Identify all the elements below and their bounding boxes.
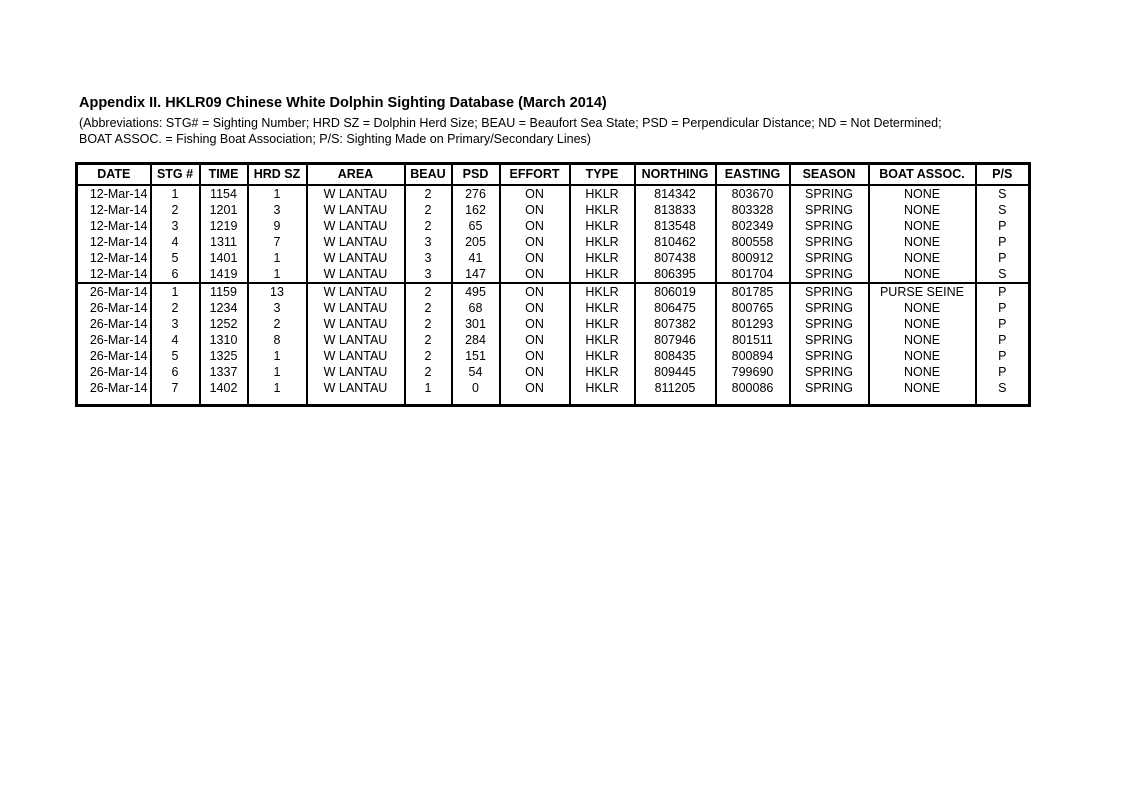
table-row (77, 283, 1030, 300)
header-stg: STG # (151, 164, 200, 186)
cell-easting: 800558 (716, 234, 790, 250)
cell-hrd-sz: 3 (248, 300, 307, 316)
cell-stg: 6 (151, 364, 200, 380)
cell-easting: 803328 (716, 202, 790, 218)
cell-season: SPRING (790, 300, 869, 316)
table-row (77, 185, 1030, 202)
cell-stg: 3 (151, 316, 200, 332)
cell-ps: P (976, 332, 1030, 348)
document-title: Appendix II. HKLR09 Chinese White Dolphin Sighting Database (March 2014) (79, 95, 607, 111)
cell-northing: 807438 (635, 250, 716, 266)
header-northing: NORTHING (635, 164, 716, 186)
cell-ps: P (976, 218, 1030, 234)
table-header-row (77, 164, 1030, 186)
cell-psd: 495 (452, 283, 500, 300)
cell-beau: 2 (405, 218, 452, 234)
cell-stg: 5 (151, 348, 200, 364)
cell-beau: 2 (405, 283, 452, 300)
cell-time: 1311 (200, 234, 248, 250)
cell-area: W LANTAU (307, 348, 405, 364)
cell-hrd-sz: 9 (248, 218, 307, 234)
cell-northing: 808435 (635, 348, 716, 364)
cell-hrd-sz: 8 (248, 332, 307, 348)
cell-boat-assoc: PURSE SEINE (869, 283, 976, 300)
cell-type: HKLR (570, 332, 635, 348)
cell-ps: S (976, 202, 1030, 218)
cell-season: SPRING (790, 332, 869, 348)
cell-type: HKLR (570, 202, 635, 218)
cell-effort: ON (500, 234, 570, 250)
cell-area: W LANTAU (307, 380, 405, 406)
cell-hrd-sz: 3 (248, 202, 307, 218)
header-hrd-sz: HRD SZ (248, 164, 307, 186)
cell-hrd-sz: 1 (248, 348, 307, 364)
cell-date: 26-Mar-14 (77, 300, 151, 316)
cell-date: 12-Mar-14 (77, 234, 151, 250)
header-season: SEASON (790, 164, 869, 186)
abbreviations-line-2: BOAT ASSOC. = Fishing Boat Association; P/S: Sighting Made on Primary/Secondary Lines) (79, 132, 591, 146)
cell-psd: 162 (452, 202, 500, 218)
cell-northing: 806475 (635, 300, 716, 316)
cell-ps: S (976, 380, 1030, 406)
cell-easting: 799690 (716, 364, 790, 380)
cell-boat-assoc: NONE (869, 332, 976, 348)
cell-season: SPRING (790, 185, 869, 202)
header-easting: EASTING (716, 164, 790, 186)
cell-area: W LANTAU (307, 332, 405, 348)
cell-ps: S (976, 185, 1030, 202)
cell-easting: 800912 (716, 250, 790, 266)
cell-stg: 1 (151, 283, 200, 300)
cell-effort: ON (500, 332, 570, 348)
cell-type: HKLR (570, 218, 635, 234)
cell-beau: 2 (405, 348, 452, 364)
cell-area: W LANTAU (307, 283, 405, 300)
cell-date: 12-Mar-14 (77, 202, 151, 218)
cell-time: 1337 (200, 364, 248, 380)
table-body (77, 185, 1030, 406)
cell-date: 26-Mar-14 (77, 316, 151, 332)
cell-stg: 4 (151, 234, 200, 250)
cell-northing: 806395 (635, 266, 716, 283)
cell-boat-assoc: NONE (869, 364, 976, 380)
abbreviations-line-1: (Abbreviations: STG# = Sighting Number; HRD SZ = Dolphin Herd Size; BEAU = Beaufort Sea State; PSD = Perpendicular Distance; ND = Not Determined; (79, 116, 942, 130)
cell-hrd-sz: 13 (248, 283, 307, 300)
cell-northing: 813833 (635, 202, 716, 218)
cell-time: 1401 (200, 250, 248, 266)
cell-ps: P (976, 348, 1030, 364)
cell-date: 12-Mar-14 (77, 266, 151, 283)
cell-hrd-sz: 1 (248, 380, 307, 406)
cell-easting: 801704 (716, 266, 790, 283)
cell-northing: 806019 (635, 283, 716, 300)
header-time: TIME (200, 164, 248, 186)
cell-effort: ON (500, 364, 570, 380)
header-beau: BEAU (405, 164, 452, 186)
cell-area: W LANTAU (307, 250, 405, 266)
header-ps: P/S (976, 164, 1030, 186)
cell-type: HKLR (570, 283, 635, 300)
cell-beau: 2 (405, 332, 452, 348)
cell-hrd-sz: 1 (248, 266, 307, 283)
cell-boat-assoc: NONE (869, 380, 976, 406)
cell-northing: 810462 (635, 234, 716, 250)
cell-psd: 276 (452, 185, 500, 202)
table-row (77, 250, 1030, 266)
cell-boat-assoc: NONE (869, 348, 976, 364)
cell-easting: 801511 (716, 332, 790, 348)
cell-season: SPRING (790, 266, 869, 283)
cell-effort: ON (500, 185, 570, 202)
cell-northing: 814342 (635, 185, 716, 202)
cell-boat-assoc: NONE (869, 202, 976, 218)
cell-effort: ON (500, 283, 570, 300)
header-type: TYPE (570, 164, 635, 186)
cell-stg: 6 (151, 266, 200, 283)
cell-type: HKLR (570, 316, 635, 332)
cell-easting: 800894 (716, 348, 790, 364)
cell-type: HKLR (570, 348, 635, 364)
cell-date: 12-Mar-14 (77, 218, 151, 234)
cell-type: HKLR (570, 300, 635, 316)
cell-ps: P (976, 316, 1030, 332)
abbreviations-note (79, 115, 1039, 147)
cell-date: 26-Mar-14 (77, 364, 151, 380)
cell-easting: 800765 (716, 300, 790, 316)
sighting-table (75, 162, 1031, 407)
cell-time: 1201 (200, 202, 248, 218)
cell-date: 12-Mar-14 (77, 250, 151, 266)
cell-type: HKLR (570, 266, 635, 283)
cell-time: 1234 (200, 300, 248, 316)
cell-date: 26-Mar-14 (77, 348, 151, 364)
header-psd: PSD (452, 164, 500, 186)
cell-time: 1219 (200, 218, 248, 234)
cell-beau: 2 (405, 300, 452, 316)
cell-effort: ON (500, 266, 570, 283)
cell-area: W LANTAU (307, 185, 405, 202)
cell-psd: 147 (452, 266, 500, 283)
header-area: AREA (307, 164, 405, 186)
cell-easting: 802349 (716, 218, 790, 234)
cell-ps: P (976, 250, 1030, 266)
cell-boat-assoc: NONE (869, 234, 976, 250)
header-effort: EFFORT (500, 164, 570, 186)
cell-area: W LANTAU (307, 300, 405, 316)
cell-season: SPRING (790, 283, 869, 300)
cell-stg: 4 (151, 332, 200, 348)
cell-psd: 41 (452, 250, 500, 266)
cell-beau: 2 (405, 364, 452, 380)
cell-easting: 801785 (716, 283, 790, 300)
cell-easting: 800086 (716, 380, 790, 406)
cell-time: 1419 (200, 266, 248, 283)
cell-ps: P (976, 234, 1030, 250)
cell-date: 12-Mar-14 (77, 185, 151, 202)
cell-beau: 2 (405, 185, 452, 202)
cell-hrd-sz: 1 (248, 250, 307, 266)
cell-hrd-sz: 1 (248, 364, 307, 380)
cell-beau: 2 (405, 316, 452, 332)
cell-type: HKLR (570, 234, 635, 250)
cell-psd: 54 (452, 364, 500, 380)
cell-effort: ON (500, 300, 570, 316)
cell-area: W LANTAU (307, 234, 405, 250)
cell-type: HKLR (570, 250, 635, 266)
cell-ps: S (976, 266, 1030, 283)
table-row (77, 202, 1030, 218)
cell-hrd-sz: 1 (248, 185, 307, 202)
table-row (77, 218, 1030, 234)
cell-hrd-sz: 7 (248, 234, 307, 250)
table-row (77, 300, 1030, 316)
cell-psd: 68 (452, 300, 500, 316)
cell-date: 26-Mar-14 (77, 380, 151, 406)
cell-beau: 2 (405, 202, 452, 218)
cell-area: W LANTAU (307, 202, 405, 218)
cell-season: SPRING (790, 234, 869, 250)
cell-area: W LANTAU (307, 316, 405, 332)
cell-effort: ON (500, 348, 570, 364)
cell-time: 1325 (200, 348, 248, 364)
cell-psd: 205 (452, 234, 500, 250)
cell-date: 26-Mar-14 (77, 283, 151, 300)
cell-effort: ON (500, 380, 570, 406)
cell-area: W LANTAU (307, 218, 405, 234)
cell-stg: 1 (151, 185, 200, 202)
cell-psd: 301 (452, 316, 500, 332)
table-row (77, 348, 1030, 364)
cell-northing: 807946 (635, 332, 716, 348)
cell-northing: 813548 (635, 218, 716, 234)
cell-stg: 3 (151, 218, 200, 234)
cell-time: 1252 (200, 316, 248, 332)
cell-northing: 809445 (635, 364, 716, 380)
cell-beau: 3 (405, 234, 452, 250)
cell-time: 1159 (200, 283, 248, 300)
cell-type: HKLR (570, 185, 635, 202)
cell-type: HKLR (570, 364, 635, 380)
cell-effort: ON (500, 250, 570, 266)
cell-season: SPRING (790, 316, 869, 332)
cell-psd: 284 (452, 332, 500, 348)
cell-time: 1154 (200, 185, 248, 202)
cell-psd: 151 (452, 348, 500, 364)
cell-season: SPRING (790, 218, 869, 234)
cell-time: 1402 (200, 380, 248, 406)
cell-psd: 65 (452, 218, 500, 234)
cell-season: SPRING (790, 250, 869, 266)
cell-season: SPRING (790, 348, 869, 364)
cell-boat-assoc: NONE (869, 266, 976, 283)
cell-effort: ON (500, 202, 570, 218)
table-row (77, 364, 1030, 380)
cell-easting: 803670 (716, 185, 790, 202)
table-row (77, 266, 1030, 283)
header-boat-assoc: BOAT ASSOC. (869, 164, 976, 186)
table-row (77, 234, 1030, 250)
cell-stg: 2 (151, 300, 200, 316)
cell-date: 26-Mar-14 (77, 332, 151, 348)
cell-area: W LANTAU (307, 266, 405, 283)
cell-boat-assoc: NONE (869, 218, 976, 234)
cell-stg: 5 (151, 250, 200, 266)
table-row (77, 316, 1030, 332)
cell-season: SPRING (790, 202, 869, 218)
cell-season: SPRING (790, 364, 869, 380)
cell-easting: 801293 (716, 316, 790, 332)
cell-boat-assoc: NONE (869, 300, 976, 316)
cell-boat-assoc: NONE (869, 316, 976, 332)
cell-effort: ON (500, 316, 570, 332)
cell-stg: 2 (151, 202, 200, 218)
cell-boat-assoc: NONE (869, 185, 976, 202)
table-row (77, 332, 1030, 348)
cell-ps: P (976, 364, 1030, 380)
cell-season: SPRING (790, 380, 869, 406)
cell-northing: 811205 (635, 380, 716, 406)
cell-beau: 3 (405, 250, 452, 266)
table-row (77, 380, 1030, 406)
cell-hrd-sz: 2 (248, 316, 307, 332)
cell-type: HKLR (570, 380, 635, 406)
header-date: DATE (77, 164, 151, 186)
cell-beau: 1 (405, 380, 452, 406)
cell-area: W LANTAU (307, 364, 405, 380)
cell-northing: 807382 (635, 316, 716, 332)
cell-beau: 3 (405, 266, 452, 283)
cell-stg: 7 (151, 380, 200, 406)
cell-ps: P (976, 283, 1030, 300)
cell-time: 1310 (200, 332, 248, 348)
cell-boat-assoc: NONE (869, 250, 976, 266)
cell-ps: P (976, 300, 1030, 316)
cell-effort: ON (500, 218, 570, 234)
cell-psd: 0 (452, 380, 500, 406)
